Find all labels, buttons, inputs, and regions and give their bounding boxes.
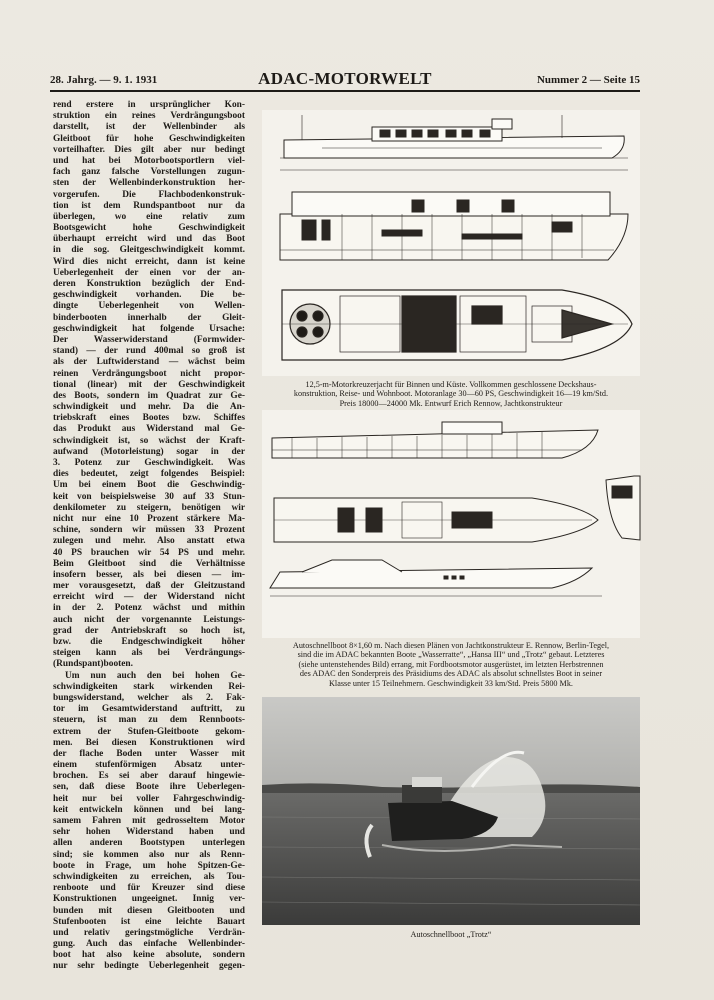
article-line: Gleitboot für hohe Geschwindigkeiten (53, 133, 245, 144)
article-line: Der Wasserwiderstand (Formwider- (53, 334, 245, 345)
article-line: Ueberlegenheit der einen vor der an- (53, 267, 245, 278)
article-line: das Produkt aus Widerstand mal Ge- (53, 424, 245, 435)
caption-line: Klasse unter 15 Teilnehmern. Geschwindigkeit 33 km/Std. Preis 5800 Mk. (329, 678, 573, 688)
article-line: struktion ein reines Verdrängungsboot (53, 111, 245, 122)
article-line: der flache Boden unter Wasser mit (53, 748, 245, 759)
article-line: Um nun auch den bei hohen Ge- (65, 670, 245, 681)
article-line: mer vorausgesetzt, daß der Gleitzustand (53, 581, 245, 592)
article-line: insofern besser, als bei diesen — im- (53, 569, 245, 580)
article-line: und relativ geringstmögliche Verdrän- (53, 927, 245, 938)
article-line: des Boots, sondern im Quadrat zur Ge- (53, 390, 245, 401)
article-line: in die sog. Gleitgeschwindigkeit kommt. (53, 245, 245, 256)
article-line: vorgerufen. Die Flachbodenkonstruk- (53, 189, 245, 200)
article-line: bzw. die Endgeschwindigkeit höher (53, 637, 245, 647)
article-line: men. Bei diesen Konstruktionen wird (53, 737, 245, 748)
article-line: überhaupt erreicht wird und das Boot (53, 234, 245, 245)
caption-line: des ADAC den Sonderpreis des Präsidiums des ADAC als absolut schnellstes Boot in seiner (299, 669, 603, 679)
article-line: Um bei einem Boot die Geschwindig- (53, 480, 245, 491)
article-line: steuern, ist man zu dem Rennboots- (53, 715, 245, 726)
article-line: gung. Auch das einfache Wellenbinder- (53, 939, 245, 950)
article-line: steigen kann als bei Verdrängungs- (53, 648, 245, 659)
article-line: denkilometer zu steigern, benötigen wir (53, 502, 245, 513)
article-line: 40 PS brauchen wir 54 PS und mehr. (53, 547, 245, 558)
article-line: zulegen und mehr. Also anstatt etwa (53, 536, 245, 547)
article-line: dingte Ueberlegenheit von Wellen- (53, 301, 245, 312)
article-line: dies bedeutet, zeigt folgendes Beispiel: (53, 469, 245, 480)
article-line: boote in Frage, um hohe Spitzen-Ge- (53, 860, 245, 871)
article-line: Bootsgewicht hohe Geschwindigkeit (53, 223, 245, 234)
article-line: allen anderen Bootstypen unterlegen (53, 838, 245, 849)
article-line: überlegen, wo eine relativ zum (53, 211, 245, 222)
article-line: deren Konstruktion bezüglich der End- (53, 279, 245, 289)
article-line: (Rundspant)booten. (53, 659, 133, 670)
article-line: Beim Gleitboot sind die Verhältnisse (53, 558, 245, 569)
article-line: keit entwickeln können und bei lang- (53, 804, 245, 815)
article-line: renboote und für Kreuzer sind diese (53, 883, 245, 894)
article-line: erreicht wird — der Widerstand nicht (53, 592, 245, 603)
article-line: aufwand (Motorleistung) sogar in der (53, 446, 245, 457)
article-line: einem stufenförmigen Absatz unter- (53, 760, 245, 771)
article-line: samem Fahren mit gedrosseltem Motor (53, 816, 245, 826)
article-line: triebskraft eines Bootes bzw. Schiffes (53, 413, 245, 424)
article-line: bungswiderstand, welcher als 2. Fak- (53, 692, 245, 703)
article-line: als der Luftwiderstand — wächst beim (53, 357, 245, 368)
caption-line: konstruktion, Reise- und Wohnboot. Motoranlage 30—60 PS, Geschwindigkeit 16—19 km/Std. (293, 389, 609, 399)
article-line: vorteilhafter. Dies gilt aber nur bedingt (53, 144, 245, 155)
article-line: grad der Antriebskraft so hoch ist, (53, 625, 245, 636)
article-line: und hat bei Motorbootsportlern viel- (53, 155, 245, 166)
article-line: Konstruktionen ungeeignet. Innig ver- (53, 894, 245, 905)
article-line: stand) — der rund 400mal so groß ist (53, 346, 245, 357)
speedboat-trotz-photo (262, 697, 640, 925)
article-line: sen, daß diese Boote ihre Ueberlegen- (53, 782, 245, 793)
page-header (50, 70, 640, 92)
speedboat-caption (256, 641, 646, 688)
speedboat-plans-drawing (262, 410, 640, 638)
article-line: Wird dies nicht erreicht, dann ist keine (53, 256, 245, 267)
article-line: 3. Potenz zur Geschwindigkeit. Was (53, 458, 245, 468)
article-line: schwindigkeiten stark wirkenden Rei- (53, 681, 245, 692)
header-rule (50, 90, 640, 92)
article-line: extrem der Stufen-Gleitboote gekom- (53, 726, 245, 737)
article-line: sehr hohen Widerstand haben und (53, 827, 245, 838)
caption-line: sind die im ADAC bekannten Boote „Wasserratte“, „Hansa III“ und „Trotz“ gebaut. Letzteres (297, 650, 605, 660)
caption-line: Preis 18000—24000 Mk. Entwurf Erich Rennow, Jachtkonstrukteur (339, 398, 563, 408)
article-line: in der 2. Potenz wächst und mithin (53, 603, 245, 614)
article-line: nicht nur eine 10 Prozent stärkere Ma- (53, 513, 245, 524)
article-line: heit nur bei voller Fahrgeschwindig- (53, 793, 245, 804)
caption-line: Autoschnellboot 8×1,60 m. Nach diesen Plänen von Jachtkonstrukteur E. Rennow, Berlin-Tegel, (292, 641, 610, 650)
caption-line: (siehe untenstehendes Bild) errang, mit Fordbootsmotor ausgerüstet, im letzten Herbstrennen (298, 659, 604, 669)
article-line: reinen Verdrängungsboot nicht propor- (53, 368, 245, 379)
article-line: schwindigkeit und mehr. Da die An- (53, 402, 245, 413)
article-line: tion ist dem Rundspantboot nur da (53, 200, 245, 211)
article-line: boot hat also keine absolute, sondern (53, 950, 245, 961)
article-line: schwindigkeiten zu erreichen, als Tou- (53, 871, 245, 882)
article-line: geschwindigkeit vorhanden. Die be- (53, 290, 245, 301)
photo-caption: Autoschnellboot „Trotz“ (410, 930, 492, 939)
article-text-column (53, 100, 245, 972)
issue-date: 28. Jahrg. — 9. 1. 1931 (50, 74, 158, 86)
article-line: sind; sie kommen also nur als Renn- (53, 849, 245, 860)
motorcruiser-caption (256, 380, 646, 408)
article-line: schwindigkeit ist, so wächst der Kraft- (53, 435, 245, 446)
article-line: fach ganz falsche Vorstellungen zugun- (53, 167, 245, 178)
article-line: bunden mit diesen Gleitbooten und (53, 905, 245, 916)
article-line: sten der Wellenbinderkonstruktion her- (53, 178, 245, 189)
article-line: geschwindigkeit hat folgende Ursache: (53, 323, 245, 334)
article-line: nur sehr bedingte Ueberlegenheit gegen- (53, 961, 245, 972)
page-number: Nummer 2 — Seite 15 (536, 74, 640, 86)
article-line: keit von beispielsweise 30 auf 33 Stun- (53, 491, 245, 502)
article-line: tional (linear) mit der Geschwindigkeit (53, 379, 245, 390)
article-line: darstellt, ist der Wellenbinder als (53, 122, 245, 133)
motorcruiser-plans-drawing (262, 110, 640, 376)
article-line: rend erstere in ursprünglicher Kon- (53, 100, 245, 110)
magazine-title: ADAC-MOTORWELT (258, 69, 432, 88)
caption-line: 12,5-m-Motorkreuzerjacht für Binnen und Küste. Vollkommen geschlossene Deckshaus- (305, 380, 597, 389)
article-line: Stufenbooten ist eine leichte Bauart (53, 916, 245, 927)
article-line: auch nicht der vorgenannte Leistungs- (53, 614, 245, 625)
article-line: brochen. Es sei aber darauf hingewie- (53, 771, 245, 782)
article-line: binderbooten innerhalb der Gleit- (53, 312, 245, 323)
article-line: tor im Gesamtwiderstand auftritt, zu (53, 704, 245, 715)
article-line: schine, sondern wir müssen 33 Prozent (53, 525, 245, 536)
